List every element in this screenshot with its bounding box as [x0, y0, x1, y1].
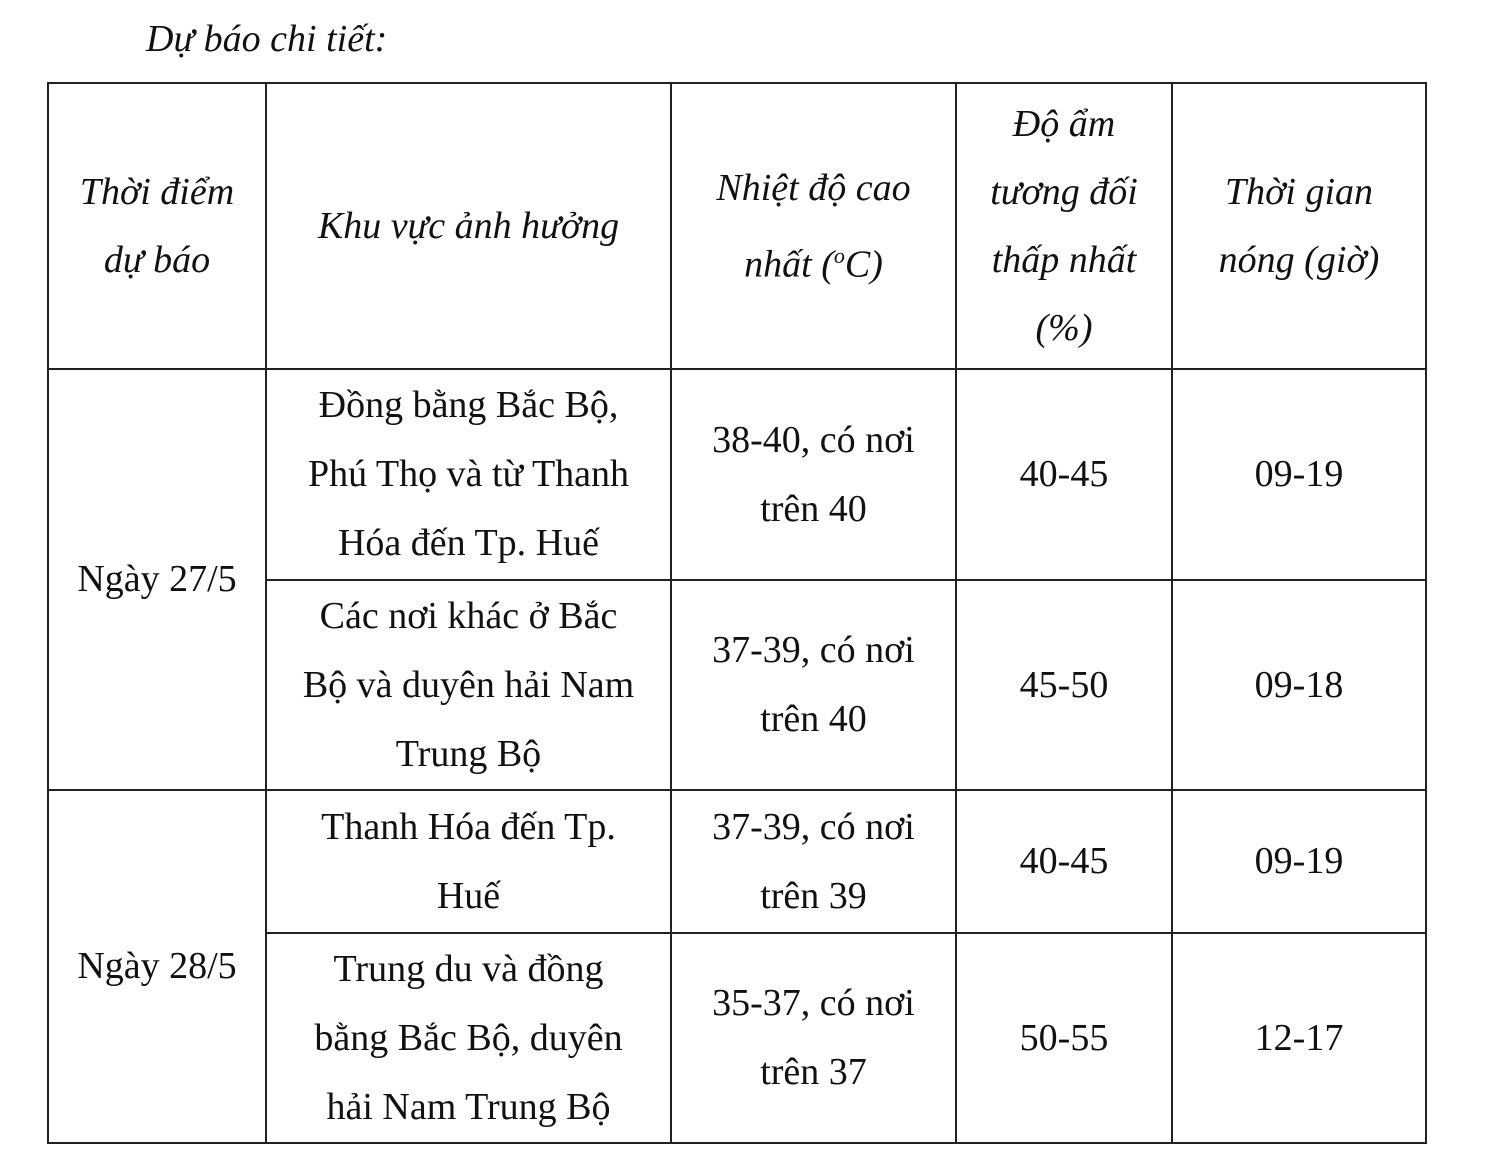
header-temp-line2-pre: nhất (: [744, 243, 834, 286]
hours-cell: 12-17: [1172, 933, 1426, 1143]
table-row: [48, 369, 1426, 580]
header-row: [48, 83, 1426, 369]
header-temp-line2-post: C): [844, 243, 883, 286]
area-cell: Thanh Hóa đến Tp. Huế: [266, 790, 671, 933]
temperature-cell: 38-40, có nơi trên 40: [671, 369, 956, 580]
date-cell: Ngày 27/5: [48, 369, 266, 790]
hours-cell: 09-19: [1172, 790, 1426, 933]
header-hot-hours: Thời gian nóng (giờ): [1172, 83, 1426, 369]
header-affected-area: Khu vực ảnh hưởng: [266, 83, 671, 369]
forecast-table: [47, 82, 1427, 1144]
temperature-cell: 37-39, có nơi trên 39: [671, 790, 956, 933]
area-cell: Các nơi khác ở Bắc Bộ và duyên hải Nam Trung Bộ: [266, 580, 671, 790]
humidity-cell: 45-50: [956, 580, 1172, 790]
hours-cell: 09-18: [1172, 580, 1426, 790]
humidity-cell: 50-55: [956, 933, 1172, 1143]
section-heading: Dự báo chi tiết:: [146, 18, 388, 60]
area-cell: Trung du và đồng bằng Bắc Bộ, duyên hải Nam Trung Bộ: [266, 933, 671, 1143]
table-row: [48, 790, 1426, 933]
humidity-cell: 40-45: [956, 790, 1172, 933]
header-min-humidity: Độ ẩm tương đối thấp nhất (%): [956, 83, 1172, 369]
degree-sup: o: [833, 242, 845, 268]
area-cell: Đồng bằng Bắc Bộ, Phú Thọ và từ Thanh Hóa đến Tp. Huế: [266, 369, 671, 580]
humidity-cell: 40-45: [956, 369, 1172, 580]
header-forecast-time: Thời điểm dự báo: [48, 83, 266, 369]
date-cell: Ngày 28/5: [48, 790, 266, 1143]
header-max-temperature: [671, 83, 956, 369]
hours-cell: 09-19: [1172, 369, 1426, 580]
temperature-cell: 35-37, có nơi trên 37: [671, 933, 956, 1143]
header-temp-line1: Nhiệt độ cao: [716, 166, 911, 209]
temperature-cell: 37-39, có nơi trên 40: [671, 580, 956, 790]
